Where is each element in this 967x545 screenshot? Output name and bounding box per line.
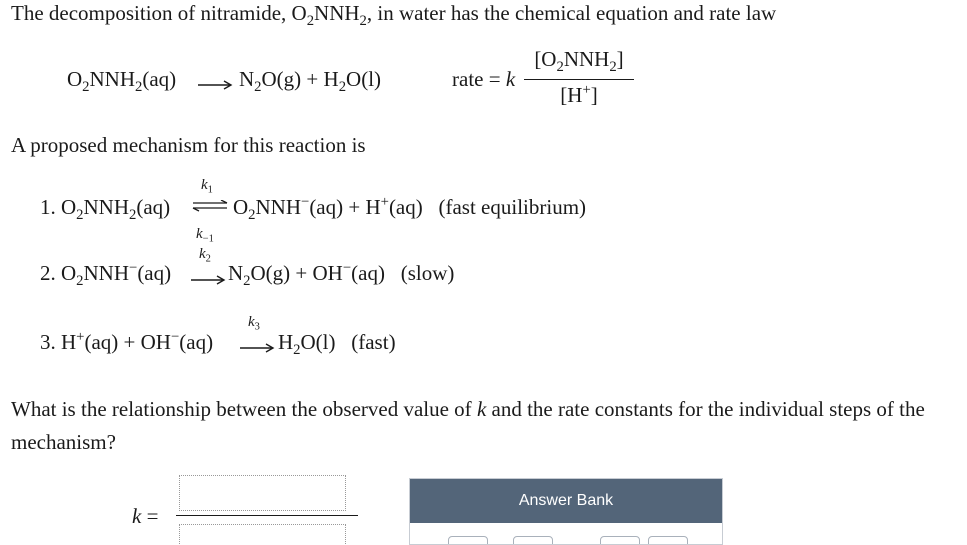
step-1-k-reverse: $k_{-1}$ — [196, 226, 214, 245]
overall-products: $N_2O(g) + H_2O(l)$ — [239, 67, 382, 96]
k-equals-label: k = — [132, 504, 159, 528]
rate-denominator: [H+] — [560, 81, 598, 107]
reaction-arrow-icon — [239, 343, 275, 353]
denominator-drop-zone[interactable] — [179, 524, 346, 545]
step-3-k-forward: $k_3$ — [248, 314, 260, 333]
answer-fraction-bar — [176, 515, 358, 516]
answer-tile[interactable] — [513, 536, 553, 545]
question-intro: The decomposition of nitramide, $O_2NNH_2$, in water has the chemical equation and rate law — [11, 1, 777, 30]
reaction-arrow-icon — [190, 275, 226, 285]
rate-label: rate = k — [452, 67, 516, 91]
step-2-k-forward: $k_2$ — [199, 246, 211, 265]
answer-bank-title: Answer Bank — [410, 479, 722, 523]
equilibrium-arrow-icon — [191, 200, 229, 212]
step-1-products: $O_2NNH^-(aq) + H^+(aq)$ (fast equilibrium) — [233, 193, 587, 224]
answer-tile[interactable] — [648, 536, 688, 545]
step-1-reactants: 1. $O_2NNH_2(aq)$ — [40, 195, 171, 224]
rate-fraction — [524, 47, 634, 119]
step-2-products: $N_2O(g) + OH^-(aq)$ (slow) — [228, 259, 455, 290]
step-2-reactants: 2. $O_2NNH^-(aq)$ — [40, 259, 172, 290]
step-3-reactants: 3. H+(aq) + OH−(aq) — [40, 328, 214, 354]
overall-equation: $O_2NNH_2(aq)$ — [67, 67, 177, 96]
fraction-bar — [524, 79, 634, 80]
step-1-k-forward: $k_1$ — [201, 177, 213, 196]
step-3-products: $H_2O(l)$ (fast) — [278, 330, 396, 359]
question-prompt: What is the relationship between the observed value of k and the rate constants for the individual steps of the mechanism? — [11, 397, 925, 454]
mechanism-intro: A proposed mechanism for this reaction is — [11, 133, 366, 157]
rate-numerator: $[O_2NNH_2]$ — [534, 47, 624, 76]
answer-tile[interactable] — [600, 536, 640, 545]
numerator-drop-zone[interactable] — [179, 475, 346, 511]
answer-tile[interactable] — [448, 536, 488, 545]
answer-bank — [409, 478, 723, 545]
reaction-arrow-icon — [197, 80, 233, 90]
